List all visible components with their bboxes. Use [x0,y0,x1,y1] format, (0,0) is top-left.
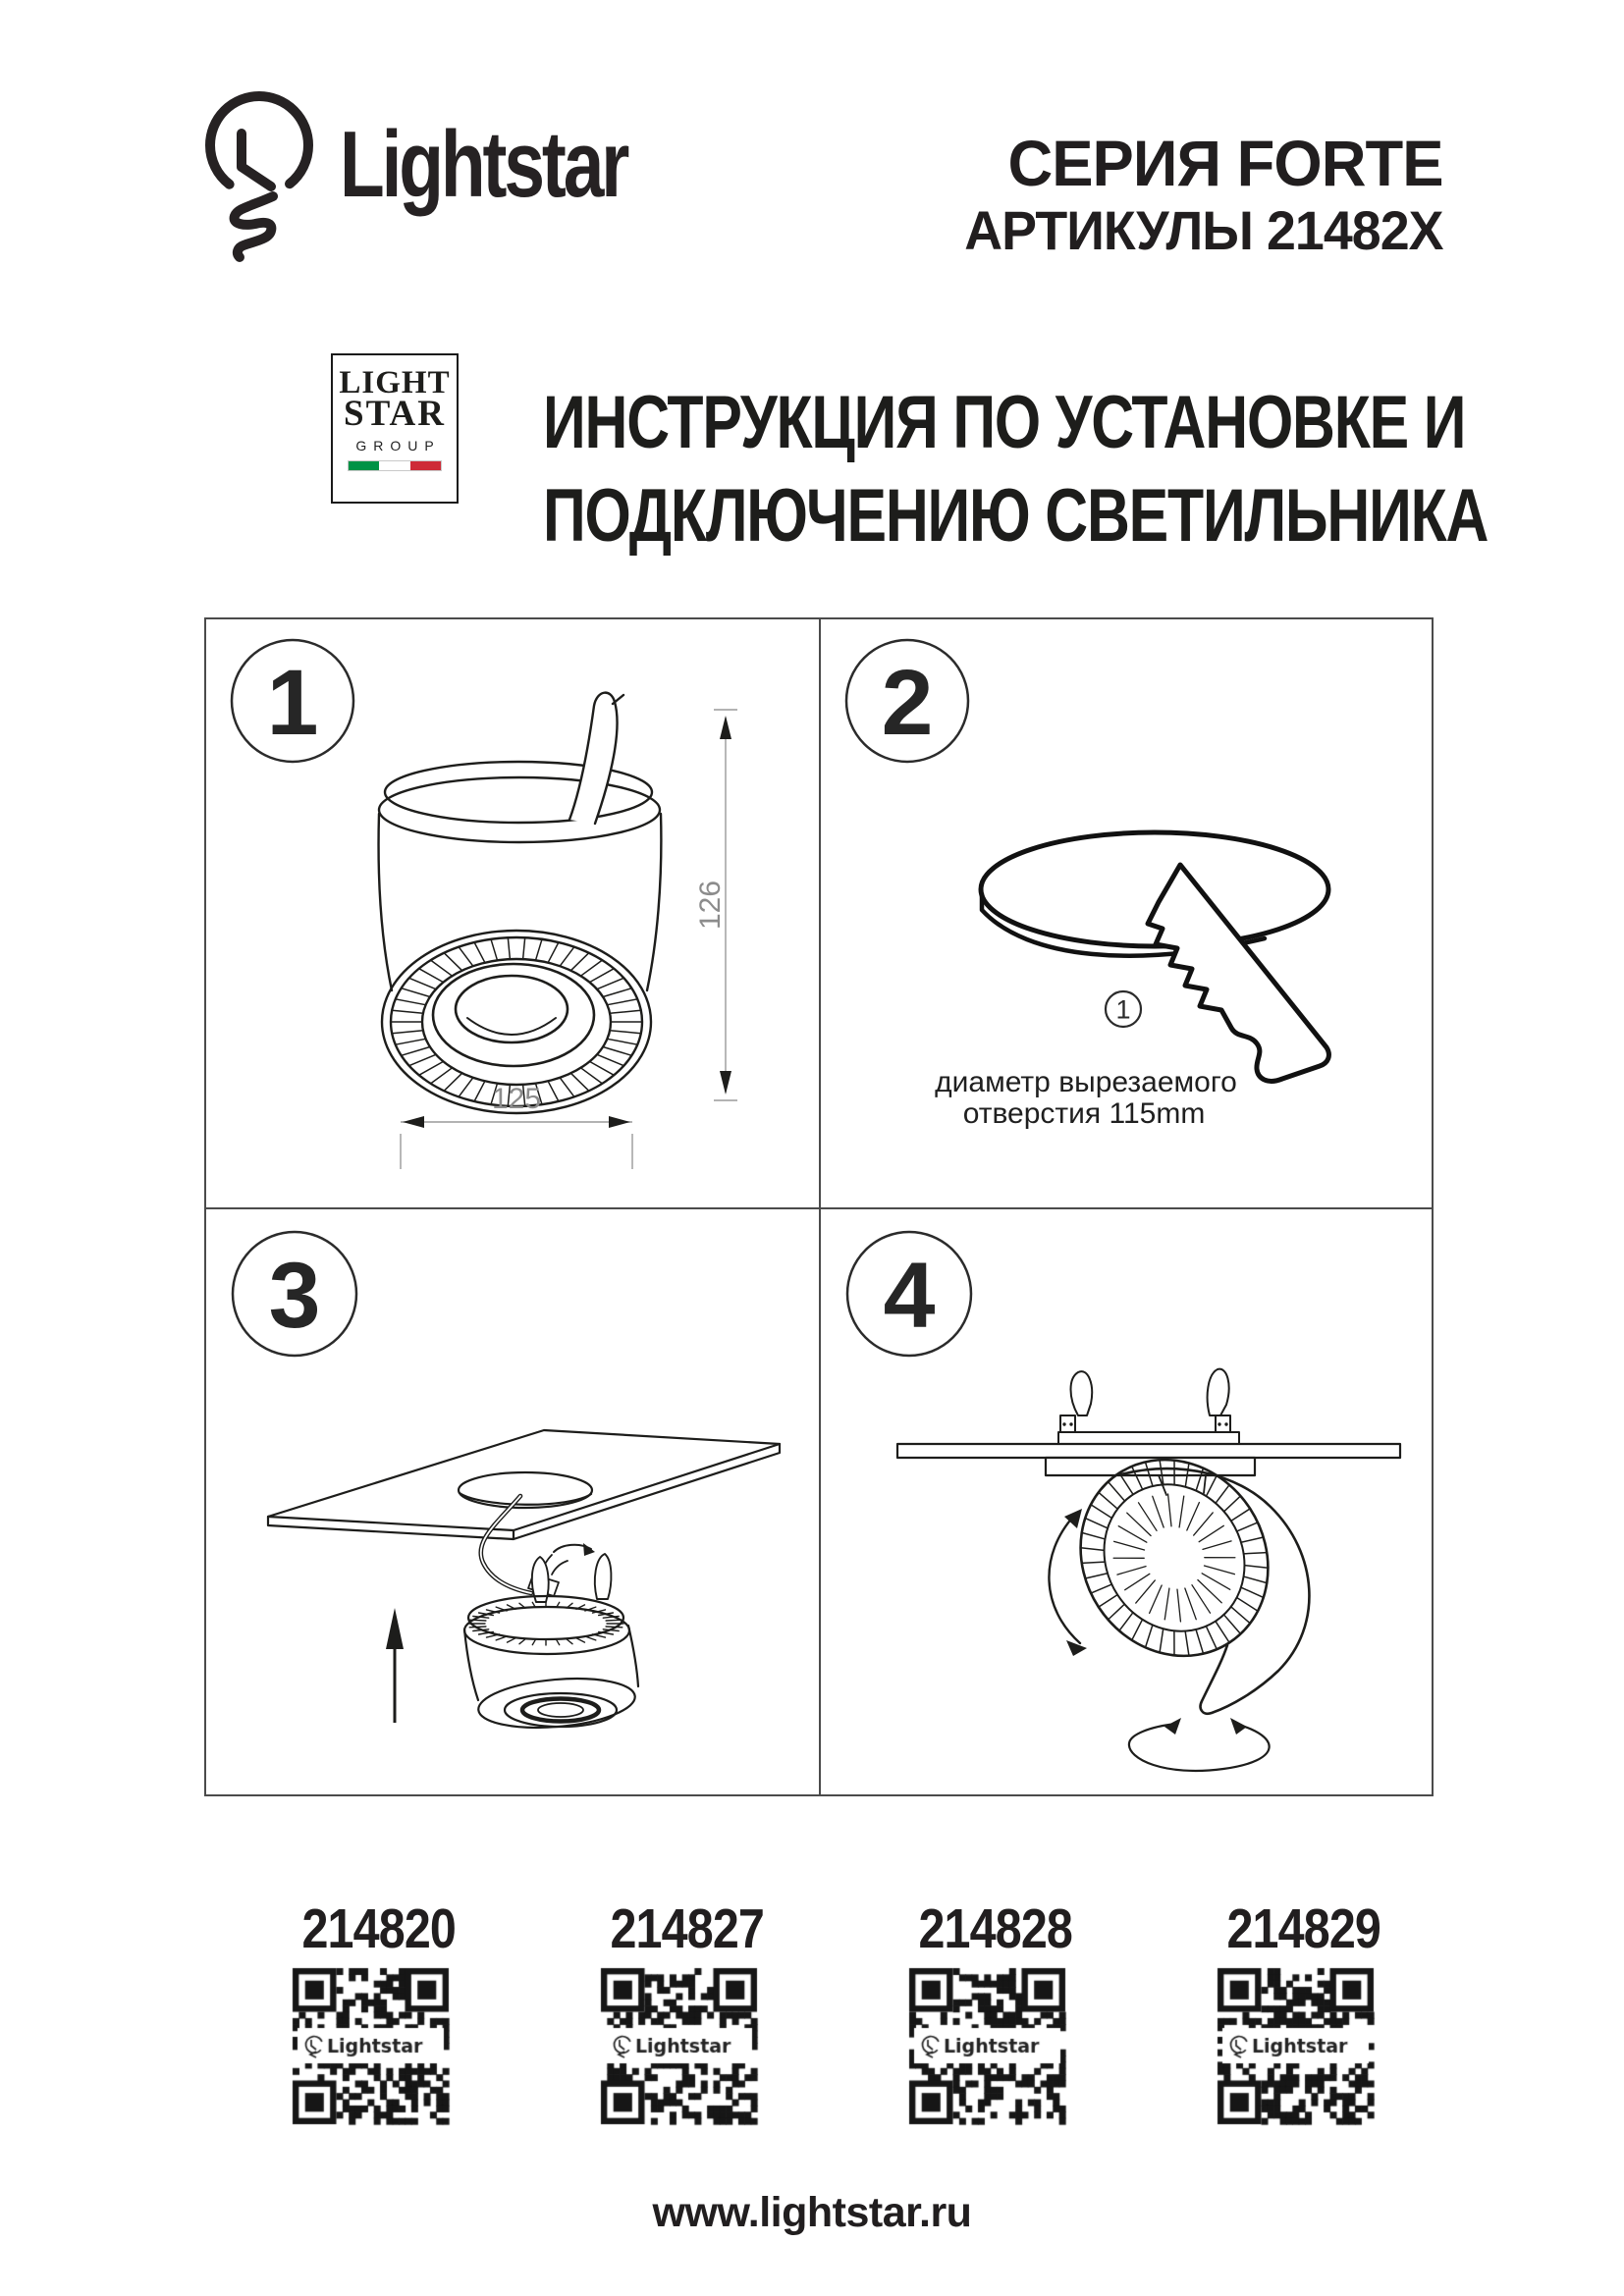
article-number: 214820 [301,1897,457,1960]
step-1-badge [232,640,353,762]
step-2-caption [935,1066,1237,1130]
step-2-callout [1106,991,1141,1027]
step-2-number: 2 [881,651,934,756]
saw-icon [1148,865,1328,1081]
brand-wordmark: Lightstar [340,112,627,217]
lightstar-group-logo [331,353,459,504]
dimension-height-label: 126 [693,880,727,931]
step-2-panel [821,619,1434,1207]
qr-code [598,1965,760,2127]
flag-red [410,461,441,470]
product-214827 [598,1897,765,2127]
group-logo-group: GROUP [355,438,441,454]
series-title: СЕРИЯ FORTE [1007,127,1443,199]
push-up-arrow-icon [386,1608,404,1723]
product-214829 [1215,1897,1381,2127]
step-3-badge [233,1232,356,1356]
step-4-number: 4 [883,1244,936,1349]
flag-green [349,461,379,470]
article-number: 214828 [918,1897,1073,1960]
qr-code [290,1965,452,2127]
step-2-cutout-drawing [981,832,1328,1081]
step-3-mounting-drawing [268,1430,780,1734]
article-number: 214829 [1226,1897,1381,1960]
lightstar-bulb-icon [202,90,316,263]
step-1-number: 1 [266,651,319,756]
product-214820 [290,1897,457,2127]
caption-line2: отверстия 115mm [962,1097,1206,1130]
step-1-fixture-drawing [379,693,662,1113]
steps-grid [204,617,1434,1796]
step-4-adjustment-drawing [897,1369,1400,1771]
step-4-badge [847,1232,971,1356]
step-3-number: 3 [268,1244,321,1349]
page-title-line1: ИНСТРУКЦИЯ ПО УСТАНОВКЕ И [543,381,1466,464]
step-3-panel [206,1209,819,1797]
step-4-panel [821,1209,1434,1797]
article-number: 214827 [610,1897,765,1960]
callout-number: 1 [1115,994,1131,1025]
qr-code [906,1965,1068,2127]
page-title-line2: ПОДКЛЮЧЕНИЮ СВЕТИЛЬНИКА [543,474,1489,558]
dimension-width-label: 125 [491,1083,542,1115]
articles-title: АРТИКУЛЫ 21482X [964,199,1443,261]
page-title [543,376,1488,562]
group-logo-light: LIGHT [339,365,451,400]
qr-code [1215,1965,1377,2127]
italian-flag-stripe [349,461,441,470]
caption-line1: диаметр вырезаемого [935,1066,1237,1098]
step-1-panel [206,619,819,1207]
group-logo-star: STAR [344,394,446,434]
website-url: www.lightstar.ru [652,2189,972,2236]
product-214828 [906,1897,1073,2127]
flag-white [379,461,409,470]
step-2-badge [846,640,968,762]
